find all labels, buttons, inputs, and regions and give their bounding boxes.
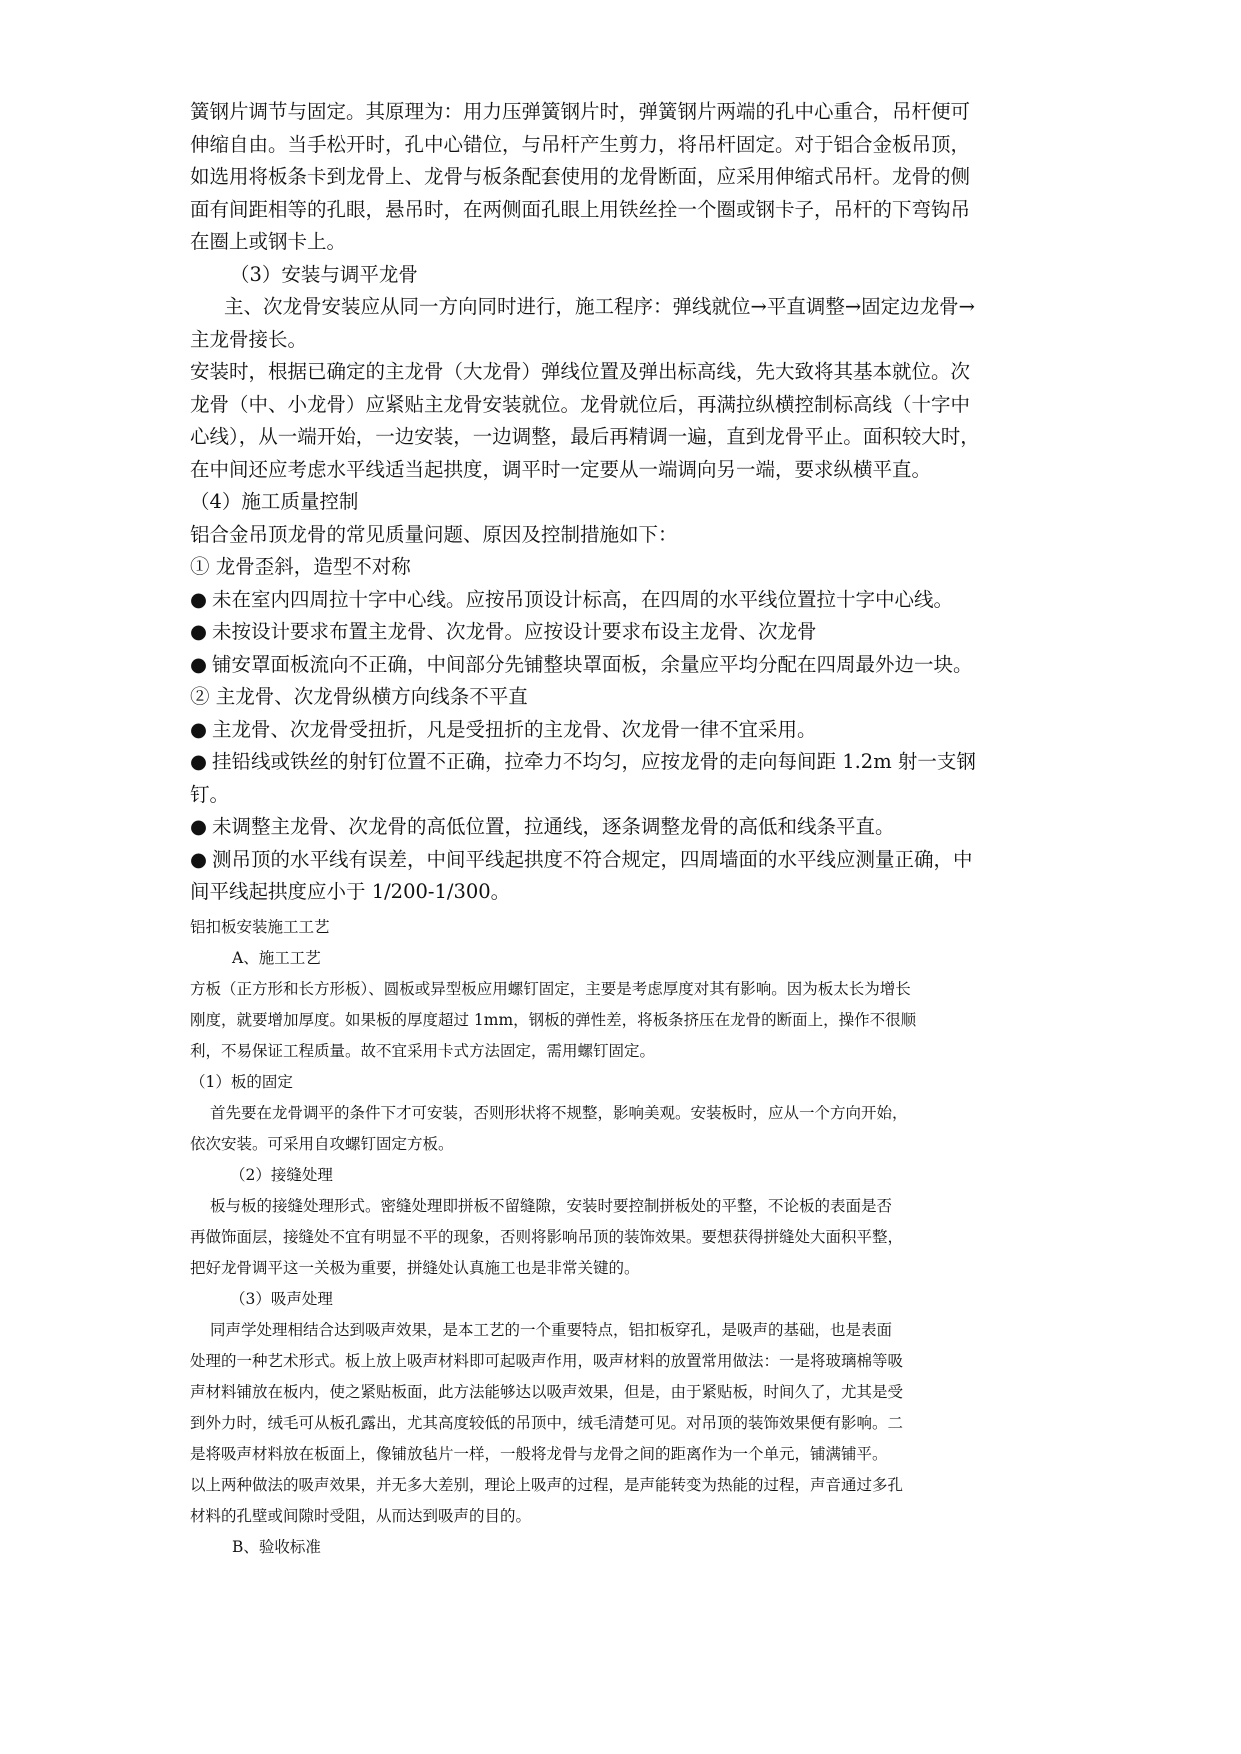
text-line: 依次安装。可采用自攻螺钉固定方板。 <box>190 1134 454 1153</box>
bullet-item <box>190 649 1060 682</box>
text-line: 龙骨（中、小龙骨）应紧贴主龙骨安装就位。龙骨就位后，再满拉纵横控制标高线（十字中 <box>190 392 971 416</box>
bullet-item <box>190 811 1060 844</box>
subsection-heading-b: B、验收标准 <box>232 1537 321 1556</box>
text-line: 伸缩自由。当手松开时，孔中心错位，与吊杆产生剪力，将吊杆固定。对于铝合金板吊顶， <box>190 132 971 156</box>
text-line: 到外力时，绒毛可从板孔露出，尤其高度较低的吊顶中，绒毛清楚可见。对吊顶的装饰效果便有影响。二 <box>190 1413 904 1432</box>
document-page <box>190 96 1060 1563</box>
bullet-text: 主龙骨、次龙骨受扭折，凡是受扭折的主龙骨、次龙骨一律不宜采用。 <box>212 717 817 741</box>
bullet-icon: ● <box>190 717 208 741</box>
text-line: 以上两种做法的吸声效果，并无多大差别，理论上吸声的过程，是声能转变为热能的过程，声音通过多孔 <box>190 1475 904 1494</box>
text-line: 声材料铺放在板内，使之紧贴板面，此方法能够达以吸声效果，但是，由于紧贴板，时间久了，尤其是受 <box>190 1382 904 1401</box>
subsection-heading-1: （1）板的固定 <box>190 1072 293 1091</box>
text-line: 方板（正方形和长方形板）、圆板或异型板应用螺钉固定，主要是考虑厚度对其有影响。因为板太长为增长 <box>190 979 911 998</box>
bullet-text: 挂铅线或铁丝的射钉位置不正确，拉牵力不均匀，应按龙骨的走向每间距 1.2m 射一支钢 <box>212 750 976 773</box>
text-line: 同声学处理相结合达到吸声效果，是本工艺的一个重要特点，铝扣板穿孔，是吸声的基础，也是表面 <box>210 1320 893 1339</box>
bullet-item <box>190 616 1060 649</box>
bullet-icon: ● <box>190 815 208 838</box>
bullet-icon: ● <box>190 587 208 611</box>
subsection-heading-3: （3）吸声处理 <box>230 1289 333 1308</box>
text-line: 在中间还应考虑水平线适当起拱度，调平时一定要从一端调向另一端，要求纵横平直。 <box>190 457 932 481</box>
bullet-text: 未调整主龙骨、次龙骨的高低位置，拉通线，逐条调整龙骨的高低和线条平直。 <box>212 815 895 838</box>
subsection-heading-a: A、施工工艺 <box>232 948 321 967</box>
text-line: 板与板的接缝处理形式。密缝处理即拼板不留缝隙，安装时要控制拼板处的平整，不论板的表面是否 <box>210 1196 893 1215</box>
text-line: 材料的孔壁或间隙时受阻，从而达到吸声的目的。 <box>190 1506 532 1525</box>
section-heading-4: （4）施工质量控制 <box>190 490 359 513</box>
bullet-text: 测吊顶的水平线有误差，中间平线起拱度不符合规定，四周墙面的水平线应测量正确，中 <box>212 847 973 871</box>
text-line: 铝合金吊顶龙骨的常见质量问题、原因及控制措施如下： <box>190 522 678 546</box>
bullet-text: 未按设计要求布置主龙骨、次龙骨。应按设计要求布设主龙骨、次龙骨 <box>212 620 817 643</box>
bullet-continuation: 间平线起拱度应小于 1/200-1/300。 <box>190 880 511 903</box>
text-line: 利，不易保证工程质量。故不宜采用卡式方法固定，需用螺钉固定。 <box>190 1041 656 1060</box>
bullet-item <box>190 746 1060 779</box>
text-line: 把好龙骨调平这一关极为重要，拼缝处认真施工也是非常关键的。 <box>190 1258 640 1277</box>
text-line: 处理的一种艺术形式。板上放上吸声材料即可起吸声作用，吸声材料的放置常用做法：一是将玻璃棉等吸 <box>190 1351 904 1370</box>
bullet-text: 铺安罩面板流向不正确，中间部分先铺整块罩面板，余量应平均分配在四周最外边一块。 <box>212 652 973 676</box>
text-line: 主龙骨接长。 <box>190 327 308 351</box>
text-line: 首先要在龙骨调平的条件下才可安装，否则形状将不规整，影响美观。安装板时，应从一个方向开始， <box>210 1103 908 1122</box>
text-line: 面有间距相等的孔眼，悬吊时，在两侧面孔眼上用铁丝拴一个圈或钢卡子，吊杆的下弯钩吊 <box>190 197 971 221</box>
bullet-item <box>190 844 1060 877</box>
text-line: 在圈上或钢卡上。 <box>190 230 347 253</box>
section-title: 铝扣板安装施工工艺 <box>190 917 330 936</box>
bullet-icon: ● <box>190 620 208 643</box>
text-line: 主、次龙骨安装应从同一方向同时进行，施工程序：弹线就位→平直调整→固定边龙骨→ <box>224 295 976 318</box>
section-heading-3: （3）安装与调平龙骨 <box>230 262 418 286</box>
text-line: 心线），从一端开始，一边安装，一边调整，最后再精调一遍，直到龙骨平止。面积较大时， <box>190 425 980 448</box>
text-line: 安装时，根据已确定的主龙骨（大龙骨）弹线位置及弹出标高线，先大致将其基本就位。次 <box>190 360 971 383</box>
bullet-text: 未在室内四周拉十字中心线。应按吊顶设计标高，在四周的水平线位置拉十字中心线。 <box>212 587 954 611</box>
bullet-item <box>190 584 1060 617</box>
text-line: 簧钢片调节与固定。其原理为：用力压弹簧钢片时，弹簧钢片两端的孔中心重合，吊杆便可 <box>190 100 971 123</box>
text-line: 如选用将板条卡到龙骨上、龙骨与板条配套使用的龙骨断面，应采用伸缩式吊杆。龙骨的侧 <box>190 165 971 188</box>
bullet-item <box>190 714 1060 747</box>
bullet-icon: ● <box>190 847 208 871</box>
bullet-continuation: 钉。 <box>190 782 230 806</box>
subsection-heading-2: （2）接缝处理 <box>230 1165 333 1184</box>
text-line: 是将吸声材料放在板面上，像铺放毡片一样，一般将龙骨与龙骨之间的距离作为一个单元，铺满铺平。 <box>190 1444 888 1463</box>
issue-title-1: ① 龙骨歪斜，造型不对称 <box>190 555 411 578</box>
text-line: 刚度，就要增加厚度。如果板的厚度超过 1mm，钢板的弹性差，将板条挤压在龙骨的断面上，操作不很顺 <box>190 1010 917 1029</box>
text-line: 再做饰面层，接缝处不宜有明显不平的现象，否则将影响吊顶的装饰效果。要想获得拼缝处大面积平整， <box>190 1227 904 1246</box>
bullet-icon: ● <box>190 652 208 676</box>
issue-title-2: ② 主龙骨、次龙骨纵横方向线条不平直 <box>190 685 528 708</box>
bullet-icon: ● <box>190 750 208 773</box>
